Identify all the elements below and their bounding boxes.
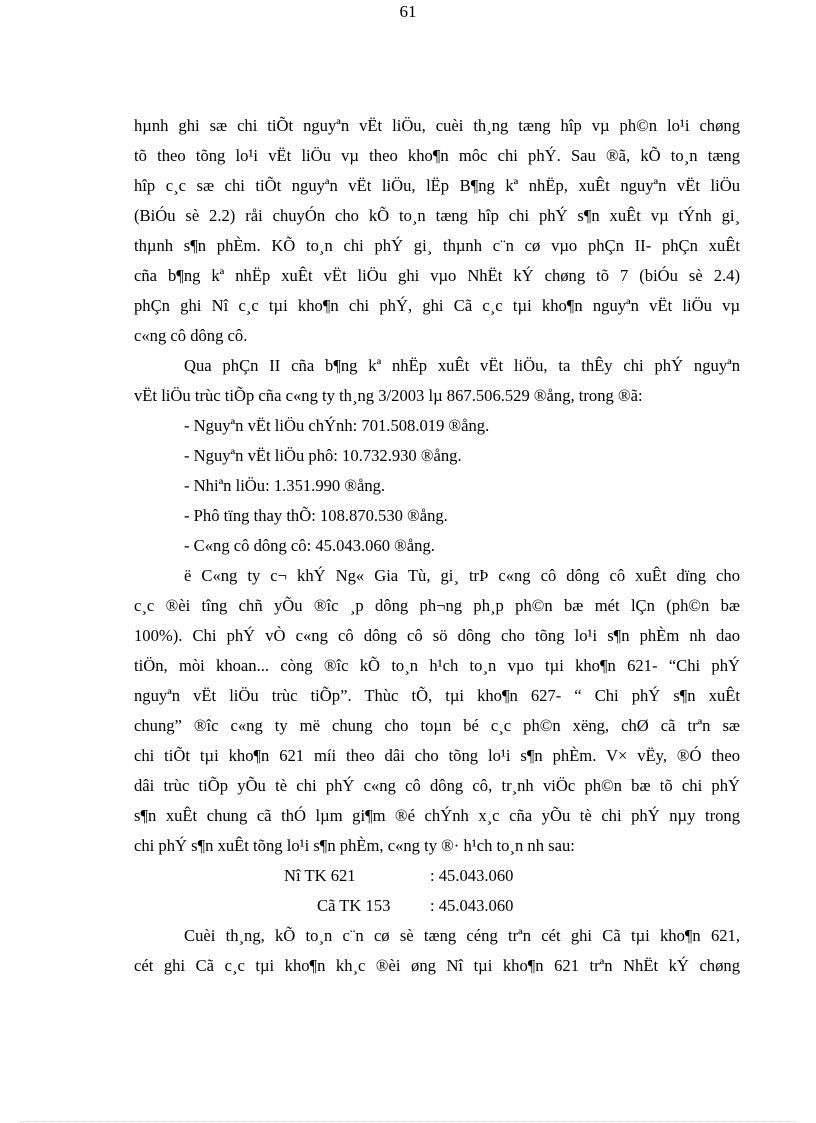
paragraph-4 bbox=[134, 921, 740, 981]
text-line: ë C«ng ty c¬ khÝ Ng« Gia Tù, gi¸ trÞ c«ng cô dông cô xuÊt dïng cho bbox=[184, 566, 740, 585]
entry-account: Cã TK 153 bbox=[317, 896, 391, 915]
text-line: cét ghi Cã c¸c tµi kho¶n kh¸c ®èi øng Nî tµi kho¶n 621 trªn NhËt kÝ chøng bbox=[134, 956, 740, 975]
journal-entries bbox=[134, 861, 740, 921]
list-item: - C«ng cô dông cô: 45.043.060 ®ång. bbox=[184, 536, 435, 555]
journal-entry-debit bbox=[134, 861, 740, 891]
text-line: chi tiÕt tµi kho¶n 621 míi theo dâi cho tõng lo¹i s¶n phÈm. V× vËy, ®Ó theo bbox=[134, 746, 740, 765]
text-line: hîp c¸c sæ chi tiÕt nguyªn vËt liÖu, lËp B¶ng kª nhËp, xuÊt nguyªn vËt liÖu bbox=[134, 176, 740, 195]
paragraph-1 bbox=[134, 111, 740, 351]
text-line: c¸c ®èi tîng chñ yÕu ®îc ¸p dông ph¬ng ph¸p ph©n bæ mét lÇn (ph©n bæ bbox=[134, 596, 740, 615]
document-body bbox=[134, 111, 740, 981]
journal-entry-credit bbox=[134, 891, 740, 921]
paragraph-3 bbox=[134, 561, 740, 861]
text-line: cña b¶ng kª nhËp xuÊt vËt liÖu ghi vµo NhËt kÝ chøng tõ 7 (biÓu sè 2.4) bbox=[134, 266, 740, 285]
page-bottom-rule bbox=[20, 1121, 796, 1122]
text-line: dâi trùc tiÕp yÕu tè chi phÝ c«ng cô dông cô, tr¸nh viÖc ph©n bæ tõ chi phÝ bbox=[134, 776, 740, 795]
page-number: 61 bbox=[399, 2, 417, 21]
text-line: tiÖn, mòi khoan... còng ®îc kÕ to¸n h¹ch to¸n vµo tµi kho¶n 621- “Chi phÝ bbox=[134, 656, 740, 675]
text-line: chi phÝ s¶n xuÊt tõng lo¹i s¶n phÈm, c«ng ty ®· h¹ch to¸n nh sau: bbox=[134, 836, 575, 855]
text-line: nguyªn vËt liÖu trùc tiÕp”. Thùc tÕ, tµi kho¶n 627- “ Chi phÝ s¶n xuÊt bbox=[134, 686, 740, 705]
entry-amount: : 45.043.060 bbox=[430, 866, 514, 885]
text-line: vËt liÖu trùc tiÕp cña c«ng ty th¸ng 3/2003 lµ 867.506.529 ®ång, trong ®ã: bbox=[134, 386, 643, 405]
cost-list bbox=[134, 411, 740, 561]
entry-amount: : 45.043.060 bbox=[430, 896, 514, 915]
text-line: tõ theo tõng lo¹i vËt liÖu vµ theo kho¶n môc chi phÝ. Sau ®ã, kÕ to¸n tæng bbox=[134, 146, 740, 165]
text-line: (BiÓu sè 2.2) råi chuyÓn cho kÕ to¸n tæng hîp chi phÝ s¶n xuÊt vµ tÝnh gi¸ bbox=[134, 206, 740, 225]
text-line: Cuèi th¸ng, kÕ to¸n c¨n cø sè tæng céng trªn cét ghi Cã tµi kho¶n 621, bbox=[184, 926, 740, 945]
list-item: - Nguyªn vËt liÖu phô: 10.732.930 ®ång. bbox=[184, 446, 462, 465]
list-item: - Nhiªn liÖu: 1.351.990 ®ång. bbox=[184, 476, 386, 495]
text-line: thµnh s¶n phÈm. KÕ to¸n chi phÝ gi¸ thµnh c¨n cø vµo phÇn II- phÇn xuÊt bbox=[134, 236, 740, 255]
text-line: phÇn ghi Nî c¸c tµi kho¶n chi phÝ, ghi Cã c¸c tµi kho¶n nguyªn vËt liÖu vµ bbox=[134, 296, 740, 315]
text-line: hµnh ghi sæ chi tiÕt nguyªn vËt liÖu, cuèi th¸ng tæng hîp vµ ph©n lo¹i chøng bbox=[134, 116, 740, 135]
list-item: - Phô tïng thay thÕ: 108.870.530 ®ång. bbox=[184, 506, 448, 525]
text-line: Qua phÇn II cña b¶ng kª nhËp xuÊt vËt liÖu, ta thÊy chi phÝ nguyªn bbox=[184, 356, 740, 375]
paragraph-2 bbox=[134, 351, 740, 411]
text-line: c«ng cô dông cô. bbox=[134, 326, 248, 345]
text-line: chung” ®îc c«ng ty më chung cho toµn bé c¸c ph©n xëng, chØ cã trªn sæ bbox=[134, 716, 740, 735]
entry-account: Nî TK 621 bbox=[284, 866, 356, 885]
text-line: s¶n xuÊt chung cã thÓ lµm gi¶m ®é chÝnh x¸c cña yÕu tè chi phÝ nµy trong bbox=[134, 806, 740, 825]
text-line: 100%). Chi phÝ vÒ c«ng cô dông cô sö dông cho tõng lo¹i s¶n phÈm nh dao bbox=[134, 626, 740, 645]
list-item: - Nguyªn vËt liÖu chÝnh: 701.508.019 ®ång. bbox=[184, 416, 490, 435]
